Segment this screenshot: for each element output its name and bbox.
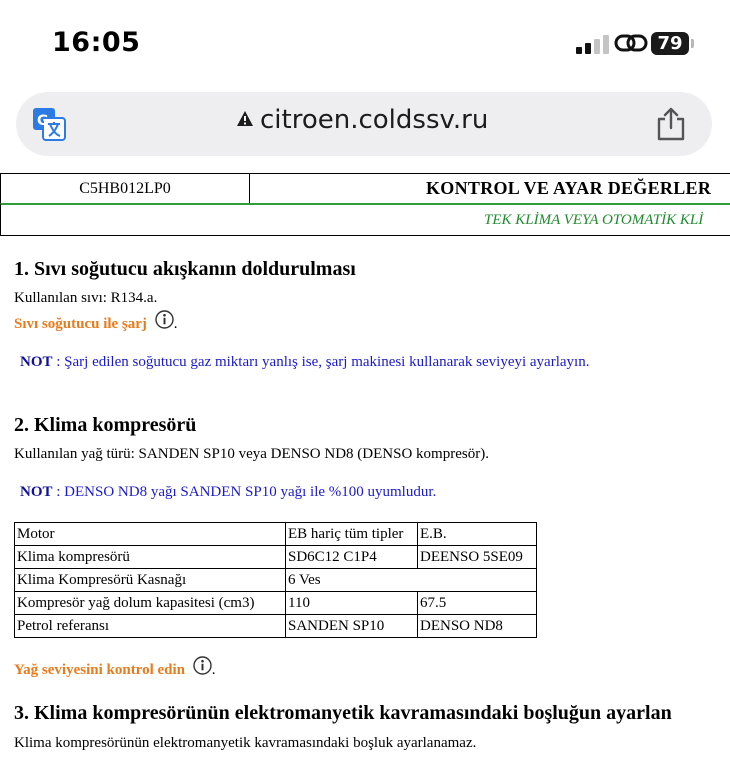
table-cell: E.B. [418, 523, 537, 546]
url-text: citroen.coldssv.ru [260, 105, 489, 135]
table-cell: Petrol referansı [15, 615, 286, 638]
table-row [15, 615, 537, 638]
table-cell: SANDEN SP10 [286, 615, 418, 638]
table-cell: EB hariç tüm tipler [286, 523, 418, 546]
table-row [15, 523, 537, 546]
compressor-specs-table [14, 522, 537, 638]
table-cell: 6 Ves [286, 569, 537, 592]
address-bar[interactable] [16, 92, 712, 156]
check-oil-link[interactable]: Yağ seviyesini kontrol edin [14, 662, 185, 678]
web-page-content [0, 170, 730, 768]
warning-icon [236, 110, 254, 127]
note-text: : Şarj edilen soğutucu gaz miktarı yanlış ise, şarj makinesi kullanarak seviyeyi ayarlayın. [52, 354, 590, 370]
document-code: C5HB012LP0 [1, 174, 250, 203]
url-field[interactable] [236, 105, 488, 135]
table-cell: 110 [286, 592, 418, 615]
translate-icon[interactable] [32, 107, 66, 141]
section2-note [20, 484, 436, 501]
section2-heading: 2. Klima kompresörü [14, 414, 197, 436]
document-subheader-row [0, 203, 730, 236]
table-cell: Kompresör yağ dolum kapasitesi (cm3) [15, 592, 286, 615]
svg-text:G: G [37, 113, 49, 129]
table-row [15, 592, 537, 615]
table-cell: SD6C12 C1P4 [286, 546, 418, 569]
section3-text: Klima kompresörünün elektromanyetik kavramasındaki boşluk ayarlanamaz. [14, 735, 477, 751]
battery-tip [691, 39, 694, 48]
personal-hotspot-link-icon [614, 31, 648, 55]
cellular-signal-icon [576, 34, 612, 54]
info-icon[interactable] [155, 310, 174, 329]
check-suffix: . [211, 662, 216, 678]
table-cell: Klima kompresörü [15, 546, 286, 569]
note-text: : DENSO ND8 yağı SANDEN SP10 yağı ile %100 uyumludur. [52, 484, 437, 500]
table-cell: Klima Kompresörü Kasnağı [15, 569, 286, 592]
table-cell: Motor [15, 523, 286, 546]
section1-note [20, 354, 589, 371]
battery-indicator: 79 [651, 32, 689, 55]
charge-link[interactable]: Sıvı soğutucu ile şarj [14, 316, 147, 332]
note-label: NOT [20, 484, 53, 500]
info-icon[interactable] [193, 656, 212, 675]
section3-heading: 3. Klima kompresörünün elektromanyetik kavramasındaki boşluğun ayarlan [14, 702, 672, 724]
check-line [14, 656, 216, 679]
status-bar [0, 0, 730, 90]
share-icon[interactable] [654, 106, 688, 142]
table-cell: DEENSO 5SE09 [418, 546, 537, 569]
table-cell: 67.5 [418, 592, 537, 615]
charge-line [14, 310, 177, 333]
section1-fluid-text: Kullanılan sıvı: R134.a. [14, 290, 158, 306]
table-row [15, 546, 537, 569]
table-cell: DENSO ND8 [418, 615, 537, 638]
document-title: KONTROL VE AYAR DEĞERLER [426, 178, 712, 198]
section2-oil-text: Kullanılan yağ türü: SANDEN SP10 veya DENSO ND8 (DENSO kompresör). [14, 446, 489, 462]
charge-suffix: . [173, 316, 178, 332]
clock: 16:05 [52, 27, 141, 58]
document-header-row [0, 173, 730, 204]
document-subtitle: TEK KLİMA VEYA OTOMATİK KLİ [484, 212, 704, 228]
note-label: NOT [20, 354, 53, 370]
table-row [15, 569, 537, 592]
section1-heading: 1. Sıvı soğutucu akışkanın doldurulması [14, 258, 356, 280]
